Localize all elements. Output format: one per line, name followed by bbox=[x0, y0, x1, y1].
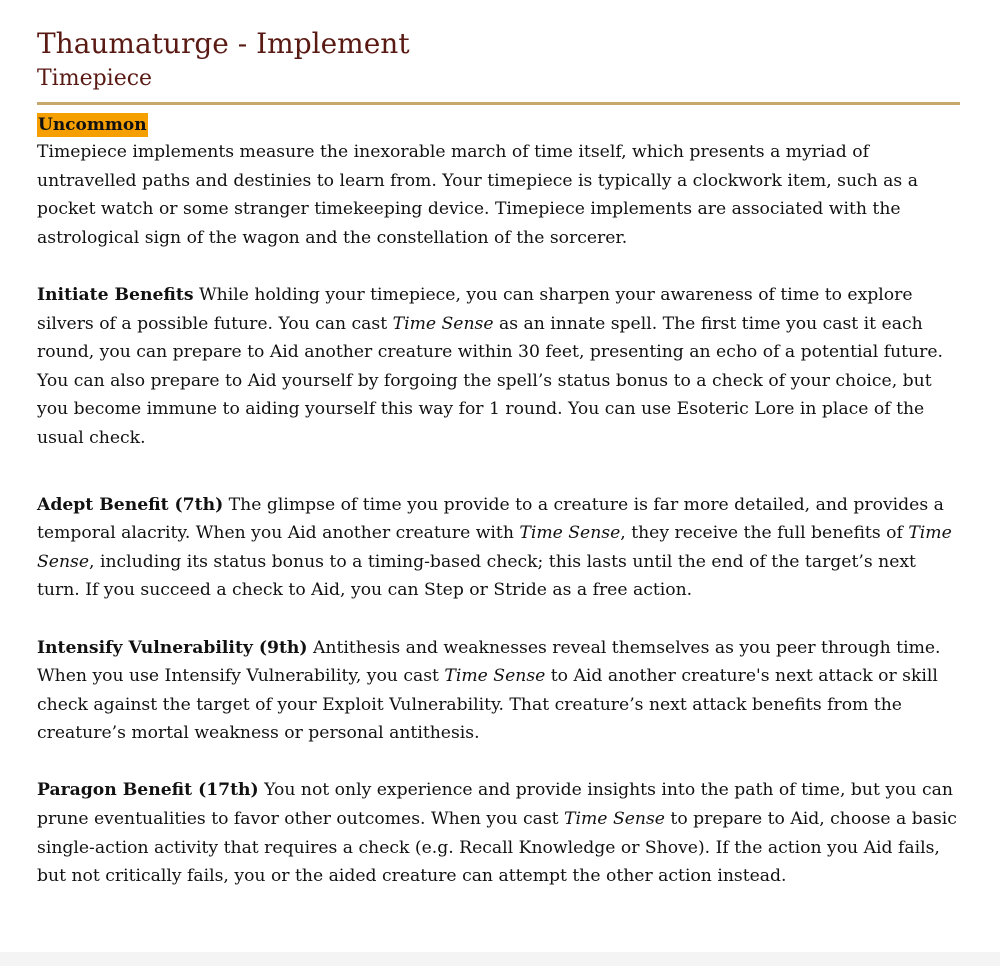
section-heading: Intensify Vulnerability (9th) bbox=[37, 637, 308, 658]
section-heading: Adept Benefit (7th) bbox=[37, 494, 224, 515]
section-paragon-benefit bbox=[37, 776, 961, 890]
section-text: to Aid another creature's next attack or skill check against the target of your Exploit Vulnerability. That creature’s next attack benefits from the creature’s mortal weakness or personal antithesis. bbox=[37, 666, 938, 744]
trait-badge-uncommon[interactable]: Uncommon bbox=[38, 115, 147, 135]
section-adept-benefit bbox=[37, 491, 961, 605]
section-text: The glimpse of time you provide to a creature is far more detailed, and provides a temporal alacrity. When you Aid another creature with bbox=[37, 494, 944, 544]
divider bbox=[37, 102, 960, 105]
spell-name: Time Sense bbox=[519, 523, 621, 544]
section-initiate-benefits bbox=[37, 281, 961, 453]
section-text: While holding your timepiece, you can sharpen your awareness of time to explore silvers of a possible future. You can cast bbox=[37, 284, 913, 334]
page-subtitle: Timepiece bbox=[37, 66, 153, 91]
section-text: as an innate spell. The first time you cast it each round, you can prepare to Aid another creature within 30 feet, presenting an echo of a potential future. You can also prepare to Aid yourself by forgoing the spell’s status bonus to a check of your choice, but you become immune to aiding yourself this way for 1 round. You can use Esoteric Lore in place of the usual check. bbox=[37, 313, 943, 448]
implement-entry bbox=[37, 26, 961, 891]
intro-paragraph: Timepiece implements measure the inexorable march of time itself, which presents a myriad of untravelled paths and destinies to learn from. Your timepiece is typically a clockwork item, such as a pocket watch or some stranger timekeeping device. Timepiece implements are associated with the astrological sign of the wagon and the constellation of the sorcerer. bbox=[37, 142, 918, 248]
section-intensify-vulnerability bbox=[37, 634, 961, 748]
section-text: You not only experience and provide insights into the path of time, but you can prune eventualities to favor other outcomes. When you cast bbox=[37, 780, 953, 830]
section-text: to prepare to Aid, choose a basic single-action activity that requires a check (e.g. Recall Knowledge or Shove). If the action you Aid fails, but not critically fails, you or the aided creature can attempt the other action instead. bbox=[37, 809, 957, 887]
section-text: Antithesis and weaknesses reveal themselves as you peer through time. When you use Intensify Vulnerability, you cast bbox=[37, 637, 941, 687]
spell-name: Time Sense bbox=[444, 666, 546, 687]
page-bottom-strip bbox=[0, 952, 1000, 966]
section-text: , including its status bonus to a timing-based check; this lasts until the end of the target’s next turn. If you succeed a check to Aid, you can Step or Stride as a free action. bbox=[37, 551, 916, 601]
spell-name: Time Sense bbox=[37, 523, 952, 572]
section-text: , they receive the full benefits of bbox=[620, 523, 909, 544]
section-heading: Paragon Benefit (17th) bbox=[37, 780, 259, 801]
spell-name: Time Sense bbox=[564, 809, 665, 830]
spell-name: Time Sense bbox=[392, 313, 494, 334]
page-title: Thaumaturge - Implement bbox=[37, 27, 410, 60]
section-heading: Initiate Benefits bbox=[37, 284, 194, 305]
